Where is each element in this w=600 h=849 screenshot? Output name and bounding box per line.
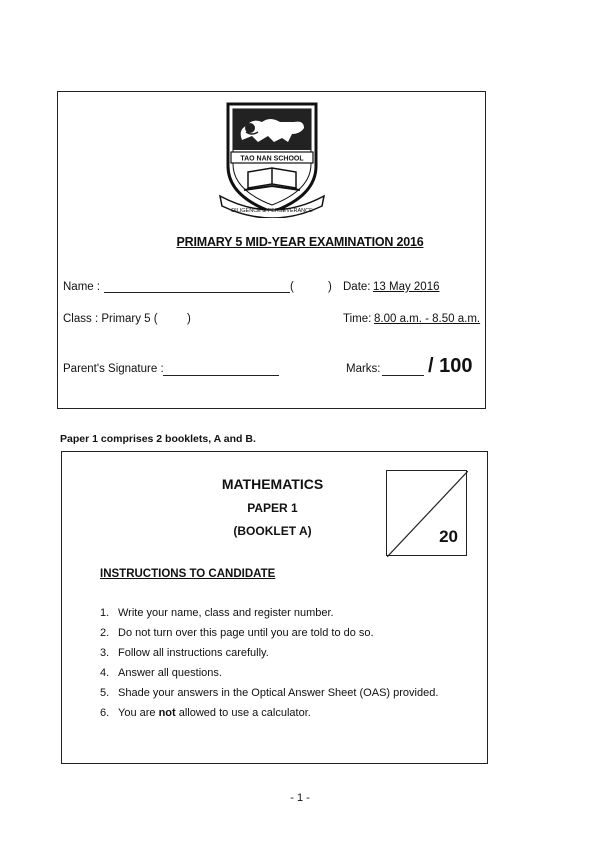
instruction-item: 6. You are not allowed to use a calculator. [100,707,311,719]
marks-line [382,375,424,376]
instruction-item: 3. Follow all instructions carefully. [100,647,269,659]
time-label: Time: [343,313,372,325]
instruction-item: 1. Write your name, class and register number. [100,607,334,619]
time-value: 8.00 a.m. - 8.50 a.m. [374,313,481,325]
register-paren-open: ( [290,281,294,293]
instructions-list [100,606,438,726]
parent-signature-label: Parent's Signature : [63,363,164,375]
page-number: - 1 - [290,792,310,804]
school-crest-logo [218,100,326,218]
register-paren-close: ) [328,281,332,293]
instructions-heading: INSTRUCTIONS TO CANDIDATE [100,568,276,580]
signature-line [163,375,279,376]
crest-motto: DILIGENCE & PERSEVERANCE [231,208,313,214]
score-box [386,470,467,556]
name-line [104,292,290,293]
score-total: 20 [439,527,458,546]
booklet-title: (BOOKLET A) [233,524,312,538]
class-label: Class : Primary 5 ( [63,313,158,325]
paper-title: PAPER 1 [247,501,298,515]
subject-title: MATHEMATICS [221,476,324,492]
class-paren-close: ) [187,313,191,325]
instruction-item: 4. Answer all questions. [100,667,222,679]
instruction-item: 2. Do not turn over this page until you are told to do so. [100,627,374,639]
crest-school-name: TAO NAN SCHOOL [240,155,304,163]
marks-label: Marks: [346,363,381,375]
paper-note: Paper 1 comprises 2 booklets, A and B. [60,433,256,445]
date-label: Date: [343,281,371,293]
instruction-item: 5. Shade your answers in the Optical Answer Sheet (OAS) provided. [100,687,439,699]
exam-title: PRIMARY 5 MID-YEAR EXAMINATION 2016 [176,235,424,249]
name-label: Name : [63,281,101,293]
date-value: 13 May 2016 [373,281,440,293]
marks-total: / 100 [428,355,473,377]
